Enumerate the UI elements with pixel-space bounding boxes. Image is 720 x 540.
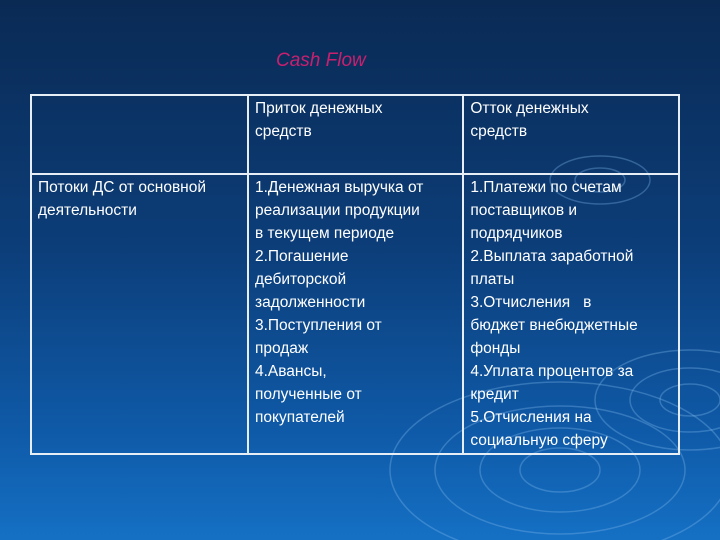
inflow-line: 3.Поступления от [254, 317, 382, 334]
header-outflow-cell [463, 95, 679, 174]
cash-flow-table [30, 94, 680, 455]
inflow-line: реализации продукции [254, 202, 420, 219]
outflow-line: 5.Отчисления на [470, 409, 592, 426]
header-outflow-line: Отток денежных [470, 100, 589, 117]
outflow-line: кредит [470, 386, 519, 403]
header-inflow-line: Приток денежных [254, 100, 383, 117]
table-header-row [31, 95, 679, 174]
header-empty-cell [31, 95, 248, 174]
outflow-line: 4.Уплата процентов за [470, 363, 634, 380]
header-inflow-line: средств [254, 123, 312, 140]
outflow-line: 1.Платежи по счетам [470, 179, 622, 196]
inflow-line: покупателей [254, 409, 345, 426]
outflow-cell [463, 174, 679, 454]
inflow-cell [248, 174, 463, 454]
inflow-line: 2.Погашение [254, 248, 349, 265]
header-inflow-cell [248, 95, 463, 174]
outflow-line: фонды [470, 340, 521, 357]
inflow-line: продаж [254, 340, 309, 357]
outflow-line: 2.Выплата заработной [470, 248, 634, 265]
table-row [31, 174, 679, 454]
row-label-line: Потоки ДС от основной [38, 179, 207, 196]
outflow-line: социальную сферу [470, 432, 608, 449]
outflow-line: бюджет внебюджетные [470, 317, 638, 334]
outflow-line: 3.Отчисления в [470, 294, 592, 311]
outflow-line: платы [470, 271, 515, 288]
inflow-line: 1.Денежная выручка от [254, 179, 424, 196]
inflow-line: 4.Авансы, [254, 363, 327, 380]
slide-title: Cash Flow [276, 50, 366, 71]
outflow-line: поставщиков и [470, 202, 578, 219]
row-label-line: деятельности [38, 202, 137, 219]
row-label-cell [31, 174, 248, 454]
inflow-line: полученные от [254, 386, 362, 403]
inflow-line: задолженности [254, 294, 366, 311]
inflow-line: в текущем периоде [254, 225, 395, 242]
outflow-line: подрядчиков [470, 225, 563, 242]
header-outflow-line: средств [470, 123, 528, 140]
inflow-line: дебиторской [254, 271, 347, 288]
